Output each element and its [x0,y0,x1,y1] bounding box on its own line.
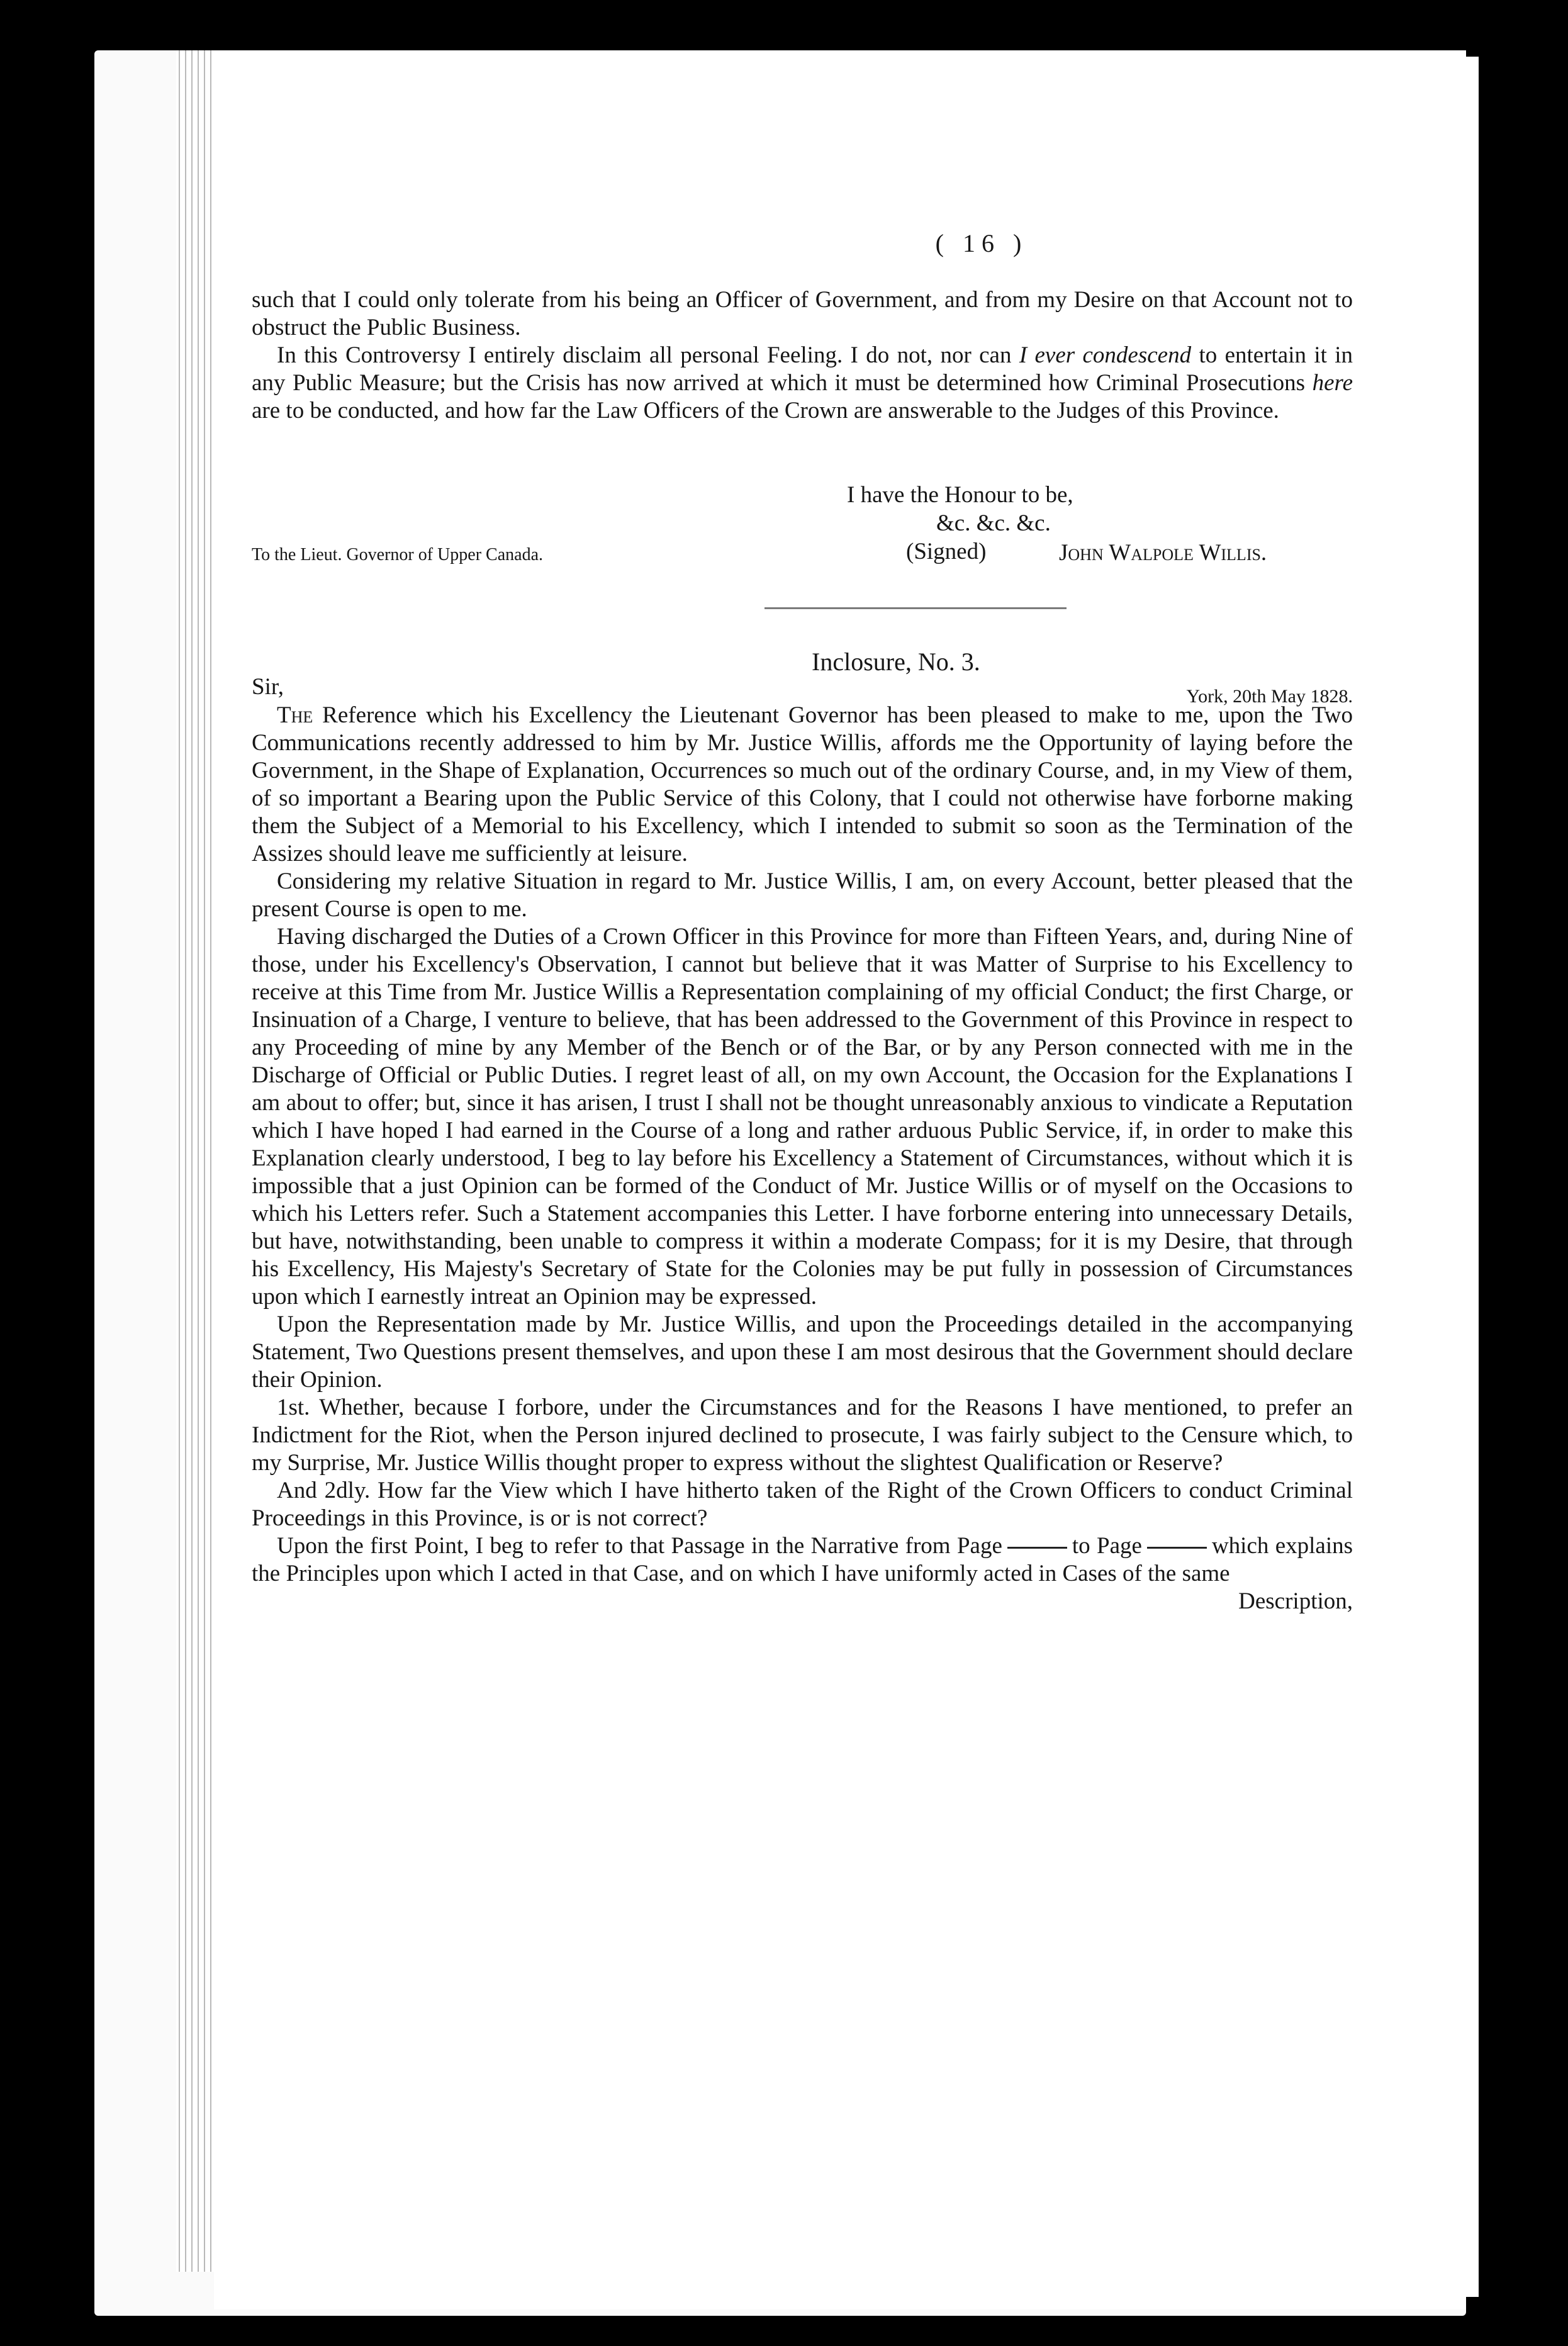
paragraph-4: Upon the Representation made by Mr. Justice Willis, and upon the Proceedings detailed in the accompanying Statement, Two Questions present themselves, and upon these I am most desirous that the Government should declare their Opinion. [252,1311,1353,1393]
paragraph-continued: such that I could only tolerate from his being an Officer of Government, and from my Desire on that Account not to obstruct the Public Business. [252,287,1353,340]
scan-top-border [0,0,1568,38]
paragraph-3: Having discharged the Duties of a Crown Officer in this Province for more than Fifteen Years, and, during Nine of those, under his Excellency's Observation, I cannot but believe that it was Matter of Surprise to his Excellency to receive at this Time from Mr. Justice Willis a Representation complaining of my official Conduct; the first Charge, or Insinuation of a Charge, I venture to believe, that has been addressed to the Government of this Province in respect to any Proceeding of mine by any Member of the Bench or of the Bar, or by any Person connected with me in the Discharge of Official or Public Duties. I regret least of all, on my own Account, the Occasion for the Explanations I am about to offer; but, since it has arisen, I trust I shall not be thought unreasonably anxious to vindicate a Reputation which I have hoped I had earned in the Course of a long and rather arduous Public Service, if, in order to make this Explanation clearly understood, I beg to lay before his Excellency a Statement of Circumstances, without which it is impossible that a just Opinion can be formed of the Conduct of Mr. Justice Willis or of myself on the Occasions to which his Letters refer. Such a Statement accompanies this Letter. I have forborne entering into unnecessary Details, but have, notwithstanding, been unable to compress it within a moderate Compass; for it is my Desire, that through his Excellency, His Majesty's Secretary of State for the Colonies may be put fully in possession of Circumstances upon which I earnestly intreat an Opinion may be expressed. [252,924,1353,1310]
paragraph-5: 1st. Whether, because I forbore, under the Circumstances and for the Reasons I have mentioned, to prefer an Indictment for the Riot, when the Person injured declined to prosecute, I was fairly subject to the Censure which, to my Surprise, Mr. Justice Willis thought proper to express without the slightest Qualification or Reserve? [252,1395,1353,1476]
signed-label: (Signed) [906,539,987,564]
page-number: ( 16 ) [935,229,1028,257]
page-gutter [1466,57,1479,2297]
continued-paragraph [252,286,1353,425]
inclosure-heading: Inclosure, No. 3. [812,648,980,676]
closing-honour: I have the Honour to be, [847,482,1073,508]
salutation: Sir, [252,674,284,700]
blank-page-rule [1007,1547,1067,1549]
addressee: To the Lieut. Governor of Upper Canada. [252,545,543,564]
blank-page-rule [1147,1547,1207,1549]
paragraph-7: Upon the first Point, I beg to refer to that Passage in the Narrative from Page to Page which explains the Principles upon which I acted in that Case, and on which I have uniformly acted in Cases of the same [252,1533,1353,1586]
catchword: Description, [1238,1588,1353,1614]
paragraph-controversy: In this Controversy I entirely disclaim all personal Feeling. I do not, nor can I ever condescend to entertain it in any Public Measure; but the Crisis has now arrived at which it must be determined how Criminal Prosecutions here are to be conducted, and how far the Law Officers of the Crown are answerable to the Judges of this Province. [252,342,1353,424]
letter-date: York, 20th May 1828. [1186,686,1353,707]
signer-name: John Walpole Willis. [1059,540,1267,566]
letter-body [252,702,1353,1615]
paragraph-6: And 2dly. How far the View which I have hitherto taken of the Right of the Crown Officers to conduct Criminal Proceedings in this Province, is or is not correct? [252,1478,1353,1531]
section-divider [764,607,1067,609]
closing-etc: &c. &c. &c. [936,510,1051,536]
paragraph-2: Considering my relative Situation in regard to Mr. Justice Willis, I am, on every Account, better pleased that the present Course is open to me. [252,868,1353,922]
paragraph-1: The Reference which his Excellency the Lieutenant Governor has been pleased to make to me, upon the Two Communications recently addressed to him by Mr. Justice Willis, affords me the Opportunity of laying before the Government, in the Shape of Explanation, Occurrences so much out of the ordinary Course, and, in my View of them, of so important a Bearing upon the Public Service of this Colony, that I could not otherwise have forborne making them the Subject of a Memorial to his Excellency, which I intended to submit so soon as the Termination of the Assizes should leave me sufficiently at leisure. [252,702,1353,867]
